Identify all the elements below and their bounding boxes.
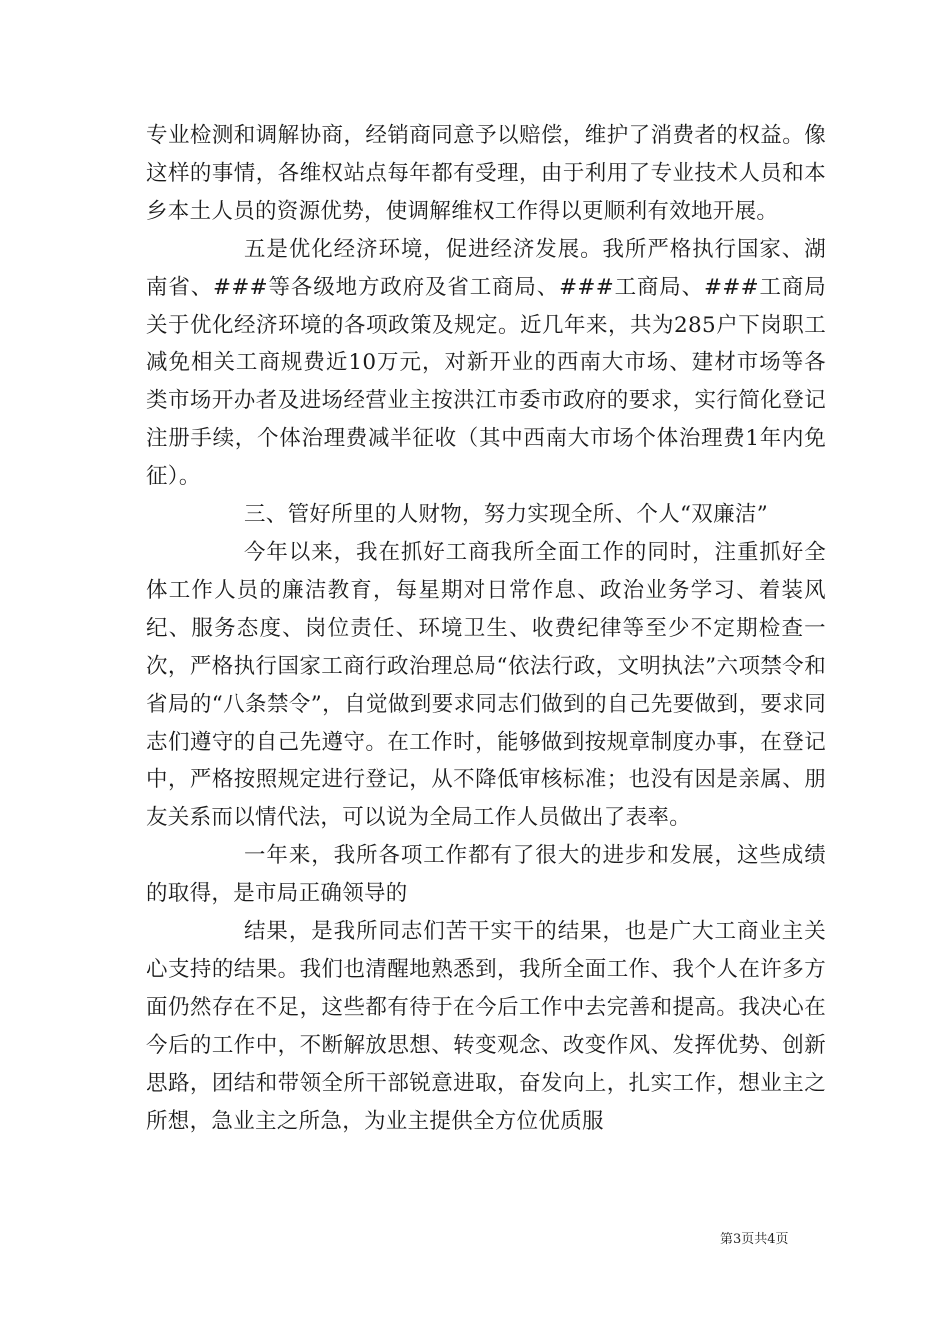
paragraph-2: 五是优化经济环境，促进经济发展。我所严格执行国家、湖南省、###等各级地方政府及省工商局、###工商局、###工商局关于优化经济环境的各项政策及规定。近几年来，共为285户下岗职工减免相关工商规费近10万元，对新开业的西南大市场、建材市场等各类市场开办者及进场经营业主按洪江市委市政府的要求，实行简化登记注册手续，个体治理费减半征收（其中西南大市场个体治理费1年内免征）。 [146, 236, 826, 490]
section-heading: 三、管好所里的人财物，努力实现全所、个人“双廉洁” [244, 502, 768, 528]
page-number-footer: 第3页共4页 [720, 1232, 789, 1247]
paragraph-4: 一年来，我所各项工作都有了很大的进步和发展，这些成绩的取得，是市局正确领导的 [146, 843, 826, 907]
paragraph-1: 专业检测和调解协商，经销商同意予以赔偿，维护了消费者的权益。像这样的事情，各维权站点每年都有受理，由于利用了专业技术人员和本乡本土人员的资源优势，使调解维权工作得以更顺利有效地开展。 [146, 123, 826, 224]
paragraph-5: 结果，是我所同志们苦干实干的结果，也是广大工商业主关心支持的结果。我们也清醒地熟悉到，我所全面工作、我个人在许多方面仍然存在不足，这些都有待于在今后工作中去完善和提高。我决心在今后的工作中，不断解放思想、转变观念、改变作风、发挥优势、创新思路，团结和带领全所干部锐意进取，奋发向上，扎实工作，想业主之所想，急业主之所急，为业主提供全方位优质服 [146, 919, 826, 1134]
paragraph-3: 今年以来，我在抓好工商我所全面工作的同时，注重抓好全体工作人员的廉洁教育，每星期对日常作息、政治业务学习、着装风纪、服务态度、岗位责任、环境卫生、收费纪律等至少不定期检查一次，严格执行国家工商行政治理总局“依法行政，文明执法”六项禁令和省局的“八条禁令”，自觉做到要求同志们做到的自己先要做到，要求同志们遵守的自己先遵守。在工作时，能够做到按规章制度办事，在登记中，严格按照规定进行登记，从不降低审核标准；也没有因是亲属、朋友关系而以情代法，可以说为全局工作人员做出了表率。 [146, 539, 826, 831]
document-body [146, 117, 826, 1140]
